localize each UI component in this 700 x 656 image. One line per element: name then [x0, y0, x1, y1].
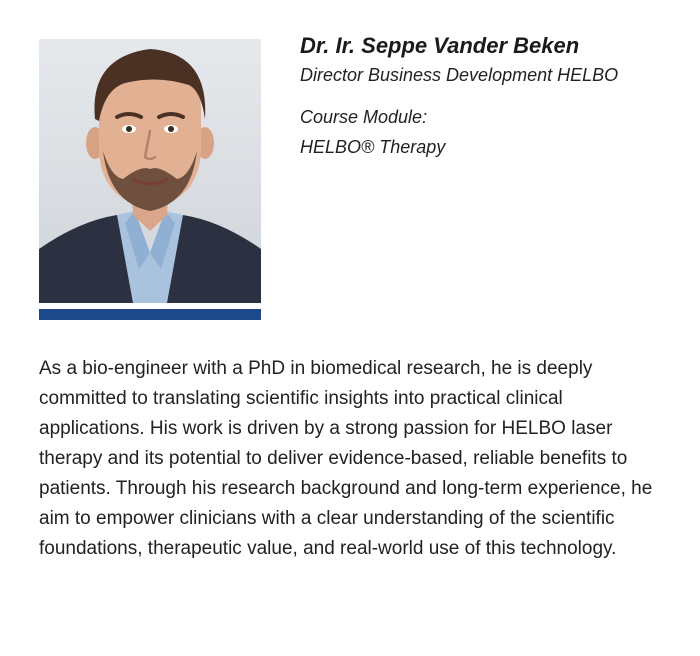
speaker-name: Dr. Ir. Seppe Vander Beken [300, 33, 580, 58]
speaker-bio: As a bio-engineer with a PhD in biomedical research, he is deeply committed to translating scientific insights into practical clinical applications. His work is driven by a strong passion for HELBO laser therapy and its potential to deliver evidence-based, reliable benefits to patients. Through his research background and long-term experience, he aim to empower clinicians with a clear understanding of the scientific foundations, therapeutic value, and real-world use of this technology. [39, 358, 653, 559]
course-module-name: HELBO® Therapy [300, 137, 446, 157]
course-module-label: Course Module: [300, 107, 428, 127]
speaker-role: Director Business Development HELBO [300, 65, 619, 85]
portrait-illustration [39, 39, 261, 303]
speaker-portrait [39, 39, 261, 303]
portrait-accent-bar [39, 309, 261, 320]
speaker-header [300, 32, 680, 160]
